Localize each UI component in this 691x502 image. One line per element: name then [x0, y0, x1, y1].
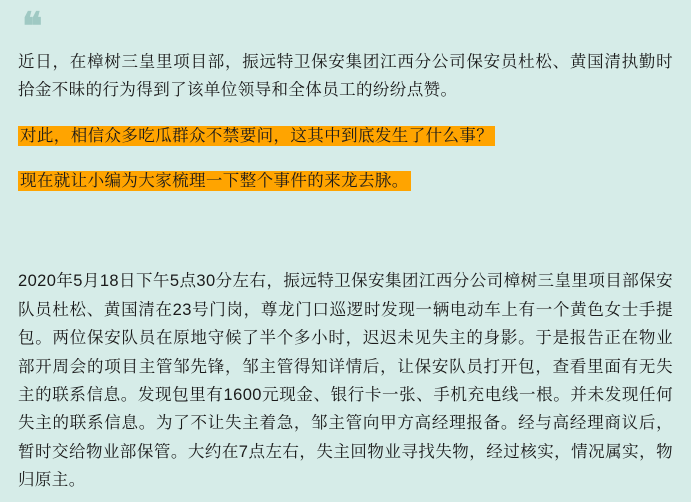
highlight-text: 对此，相信众多吃瓜群众不禁要问，这其中到底发生了什么事？ — [20, 126, 494, 145]
highlighted-line-1 — [18, 121, 673, 152]
highlight-text: 现在就让小编为大家梳理一下整个事件的来龙去脉。 — [20, 172, 409, 191]
highlighted-line-2 — [18, 166, 673, 197]
intro-paragraph: 近日，在樟树三皇里项目部，振远特卫保安集团江西分公司保安员杜松、黄国清执勤时拾金不昧的行为得到了该单位领导和全体员工的纷纷点赞。 — [18, 53, 673, 100]
quote-mark-icon: ❝ — [22, 6, 41, 48]
spacer — [18, 211, 673, 267]
body-paragraph: 2020年5月18日下午5点30分左右，振远特卫保安集团江西分公司樟树三皇里项目部保安队员杜松、黄国清在23号门岗，尊龙门口巡逻时发现一辆电动车上有一个黄色女士手提包。两位保安队员在原地守候了半个多小时，迟迟未见失主的身影。于是报告正在物业部开周会的项目主管邹先锋，邹主管得知详情后，让保安队员打开包，查看里面有无失主的联系信息。发现包里有1600元现金、银行卡一张、手机充电线一根。并未发现任何失主的联系信息。为了不让失主着急，邹主管向甲方高经理报备。经与高经理商议后，暂时交给物业部保管。大约在7点左右，失主回物业寻找失物，经过核实，情况属实，物归原主。 — [18, 272, 673, 490]
